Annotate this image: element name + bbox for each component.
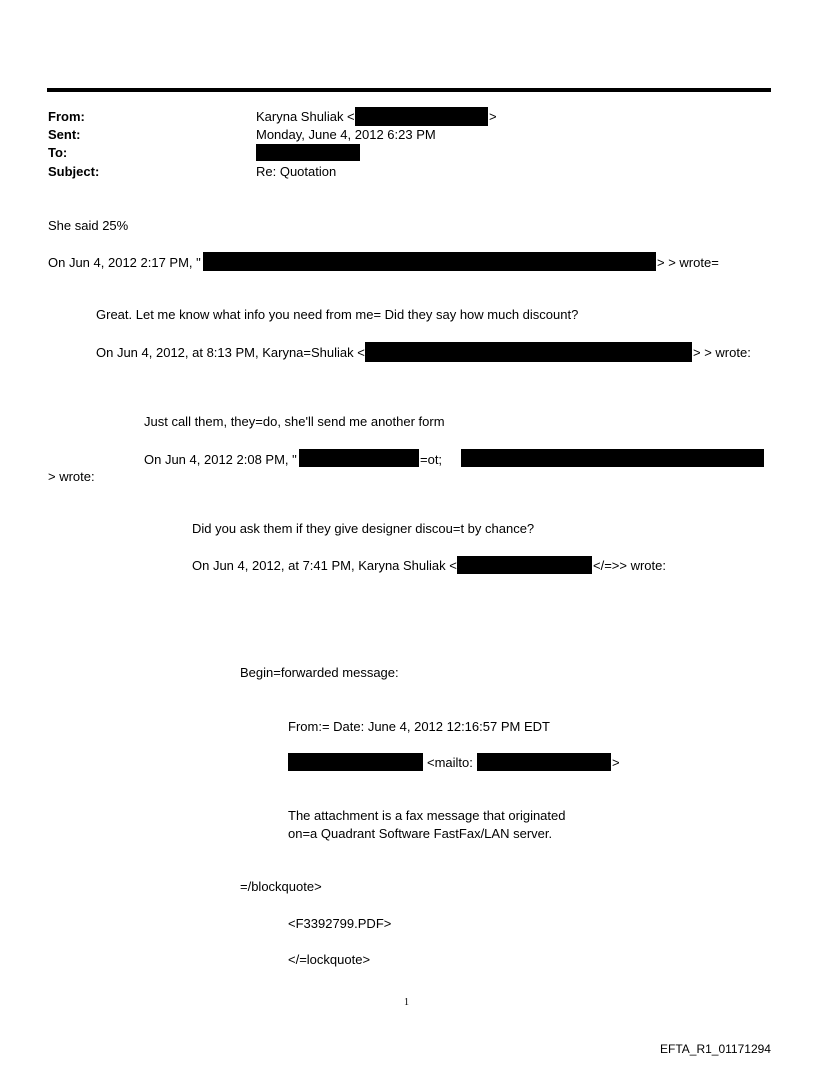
redaction-quote1-sender (203, 252, 656, 271)
blockquote-close-2: </=lockquote> (288, 952, 371, 967)
sent-label: Sent: (48, 127, 81, 142)
from-name: Karyna Shuliak < (256, 109, 355, 124)
quote1-text: Great. Let me know what info you need from me= Did they say how much discount? (96, 307, 579, 322)
redaction-forwarded-sender (288, 753, 423, 771)
quote2-attribution: On Jun 4, 2012, at 8:13 PM, Karyna=Shuliak < (96, 345, 365, 360)
reply-text: She said 25% (48, 218, 129, 233)
redaction-quote2-email (365, 342, 692, 362)
quote4-wrote: </=>> wrote: (593, 558, 666, 573)
quote2-wrote: > > wrote: (693, 345, 751, 360)
forwarded-begin: Begin=forwarded message: (240, 665, 399, 680)
fax-line-2: on=a Quadrant Software FastFax/LAN server. (288, 826, 553, 841)
forwarded-mailto: <mailto: (427, 755, 473, 770)
forwarded-from-date: From:= Date: June 4, 2012 12:16:57 PM EDT (288, 719, 550, 734)
quote2-text: Just call them, they=do, she'll send me another form (144, 414, 445, 429)
redaction-to (256, 144, 360, 161)
quote4-attribution: On Jun 4, 2012, at 7:41 PM, Karyna Shuliak < (192, 558, 457, 573)
from-label: From: (48, 109, 85, 124)
redaction-forwarded-mailto (477, 753, 611, 771)
header-rule (47, 88, 771, 92)
subject-value: Re: Quotation (256, 164, 337, 179)
to-label: To: (48, 145, 68, 160)
fax-line-1: The attachment is a fax message that originated (288, 808, 566, 823)
quote3-attribution: On Jun 4, 2012 2:08 PM, " (144, 452, 297, 467)
attachment-name: <F3392799.PDF> (288, 916, 392, 931)
quote3-entity: =ot; (420, 452, 443, 467)
quote1-attribution: On Jun 4, 2012 2:17 PM, " (48, 255, 201, 270)
quote3-wrote: > wrote: (48, 469, 95, 484)
quote3-text: Did you ask them if they give designer discou=t by chance? (192, 521, 535, 536)
blockquote-close-1: =/blockquote> (240, 879, 322, 894)
redaction-quote4-email (457, 556, 592, 574)
redaction-from-email (355, 107, 488, 126)
document-id: EFTA_R1_01171294 (660, 1042, 771, 1056)
redaction-quote3-name (299, 449, 419, 467)
page-number: 1 (404, 997, 409, 1008)
subject-label: Subject: (48, 164, 100, 179)
quote1-wrote: > > wrote= (657, 255, 719, 270)
forwarded-mailto-close: > (612, 755, 620, 770)
redaction-quote3-email (461, 449, 764, 467)
sent-value: Monday, June 4, 2012 6:23 PM (256, 127, 436, 142)
from-email-close: > (489, 109, 497, 124)
